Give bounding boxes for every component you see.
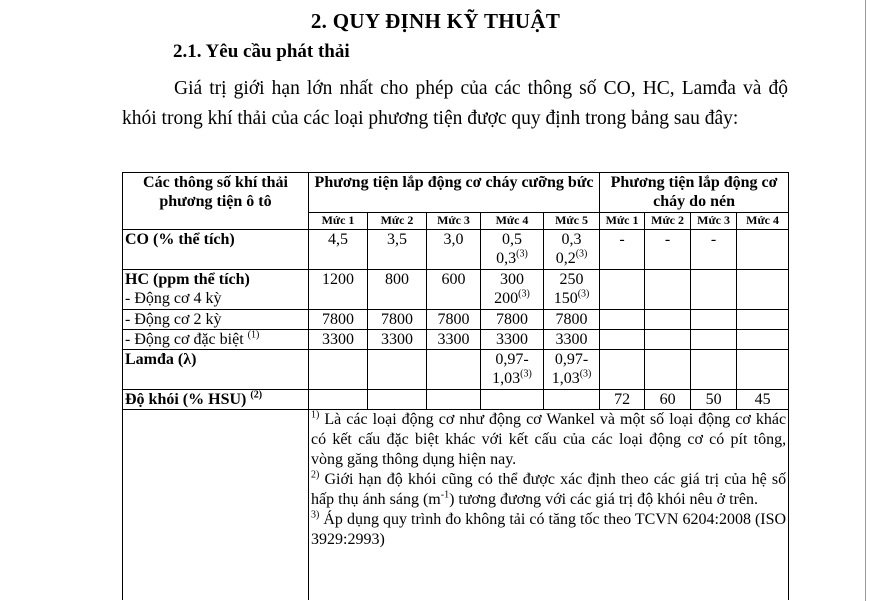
table-cell: 7800 (544, 310, 600, 330)
table-cell: 45 (737, 390, 789, 410)
table-cell: 600 (427, 270, 481, 310)
level-header: Mức 4 (481, 213, 544, 230)
table-cell: 800 (368, 270, 427, 310)
table-cell (645, 270, 691, 310)
level-header: Mức 2 (645, 213, 691, 230)
table-cell (600, 310, 645, 330)
table-cell: 250 150$^{(3)}$ (544, 270, 600, 310)
header-spark-ignition: Phương tiện lắp động cơ cháy cưỡng bức (309, 173, 600, 213)
footnote-2: $^{2)}$ Giới hạn độ khói cũng có thể được xác định theo các giá trị của hệ số hấp thụ ánh sáng $(m^{-1})$ tương đương với các giá trị độ khói nêu ở trên. (311, 469, 787, 508)
table-cell: 3300 (368, 330, 427, 350)
table-cell (645, 330, 691, 350)
table-row (123, 350, 789, 390)
table-cell (737, 230, 789, 270)
table-cell (691, 270, 737, 310)
row-label-hc: HC (ppm thể tích) - Động cơ 4 kỳ (123, 270, 309, 310)
table-cell (737, 330, 789, 350)
table-cell: 3,5 (368, 230, 427, 270)
page-edge-line (865, 0, 866, 601)
table-cell (427, 350, 481, 390)
table-cell (427, 390, 481, 410)
footnotes (309, 410, 789, 600)
table-cell: 0,97- 1,03$^{(3)}$ (544, 350, 600, 390)
table-cell (737, 270, 789, 310)
header-compression-ignition: Phương tiện lắp động cơ cháy do nén (600, 173, 789, 213)
table-row (123, 410, 789, 600)
table-cell (600, 330, 645, 350)
row-label-hc-special: - Động cơ đặc biệt $^{(1)}$ (123, 330, 309, 350)
section-heading: 2. QUY ĐỊNH KỸ THUẬT (310, 9, 561, 33)
table-cell: 3300 (309, 330, 368, 350)
table-cell (691, 330, 737, 350)
table-cell: 3300 (544, 330, 600, 350)
footnote-1: $^{1)}$ Là các loại động cơ như động cơ Wankel và một số loại động cơ khác có kết cấu đặc biệt khác với kết cấu của các loại động cơ có pít tông, vòng găng thông dụng hiện nay. (311, 409, 787, 468)
row-label-hc-2stroke: - Động cơ 2 kỳ (123, 310, 309, 330)
table-cell: 4,5 (309, 230, 368, 270)
table-cell: 7800 (309, 310, 368, 330)
table-cell (691, 350, 737, 390)
table-cell: 3300 (427, 330, 481, 350)
level-header: Mức 5 (544, 213, 600, 230)
table-cell: - (691, 230, 737, 270)
level-header: Mức 2 (368, 213, 427, 230)
row-label-smoke: Độ khói (% HSU) $^{(2)}$ (123, 390, 309, 410)
table-cell: 3300 (481, 330, 544, 350)
table-cell (645, 310, 691, 330)
table-cell: - (645, 230, 691, 270)
header-parameters: Các thông số khí thải phương tiện ô tô (123, 173, 309, 230)
table-cell (737, 350, 789, 390)
table-cell: 0,97- 1,03$^{(3)}$ (481, 350, 544, 390)
table-cell: 7800 (427, 310, 481, 330)
table-row (123, 270, 789, 310)
notes-blank-cell (123, 410, 309, 600)
table-cell (544, 390, 600, 410)
table-row (123, 310, 789, 330)
table-cell (691, 310, 737, 330)
table-cell: 3,0 (427, 230, 481, 270)
table-cell: 50 (691, 390, 737, 410)
table-cell: 72 (600, 390, 645, 410)
row-label-lamda: Lamđa (λ) (123, 350, 309, 390)
level-header: Mức 3 (427, 213, 481, 230)
table-row (123, 330, 789, 350)
table-cell: 0,3 0,2$^{(3)}$ (544, 230, 600, 270)
level-header: Mức 1 (600, 213, 645, 230)
table-cell (309, 390, 368, 410)
table-cell (645, 350, 691, 390)
table-cell: 7800 (481, 310, 544, 330)
emission-limits-table (122, 172, 789, 600)
subsection-heading: 2.1. Yêu cầu phát thải (173, 41, 350, 62)
table-cell: 60 (645, 390, 691, 410)
footnote-3: $^{3)}$ Áp dụng quy trình đo không tải có tăng tốc theo TCVN 6204:2008 (ISO 3929:2993) (311, 509, 787, 548)
row-label-co: CO (% thể tích) (123, 230, 309, 270)
table-cell: 7800 (368, 310, 427, 330)
table-cell (600, 350, 645, 390)
table-cell: - (600, 230, 645, 270)
table-cell (368, 390, 427, 410)
table-row (123, 230, 789, 270)
table-cell: 300 200$^{(3)}$ (481, 270, 544, 310)
level-header: Mức 3 (691, 213, 737, 230)
table-cell (309, 350, 368, 390)
table-cell (737, 310, 789, 330)
intro-paragraph: Giá trị giới hạn lớn nhất cho phép của các thông số CO, HC, Lamđa và độ khói trong khí thải của các loại phương tiện được quy định trong bảng sau đây: (122, 78, 788, 129)
table-cell (600, 270, 645, 310)
table-cell: 1200 (309, 270, 368, 310)
table-row (123, 390, 789, 410)
level-header: Mức 1 (309, 213, 368, 230)
table-cell: 0,5 0,3$^{(3)}$ (481, 230, 544, 270)
level-header: Mức 4 (737, 213, 789, 230)
table-cell (481, 390, 544, 410)
table-cell (368, 350, 427, 390)
